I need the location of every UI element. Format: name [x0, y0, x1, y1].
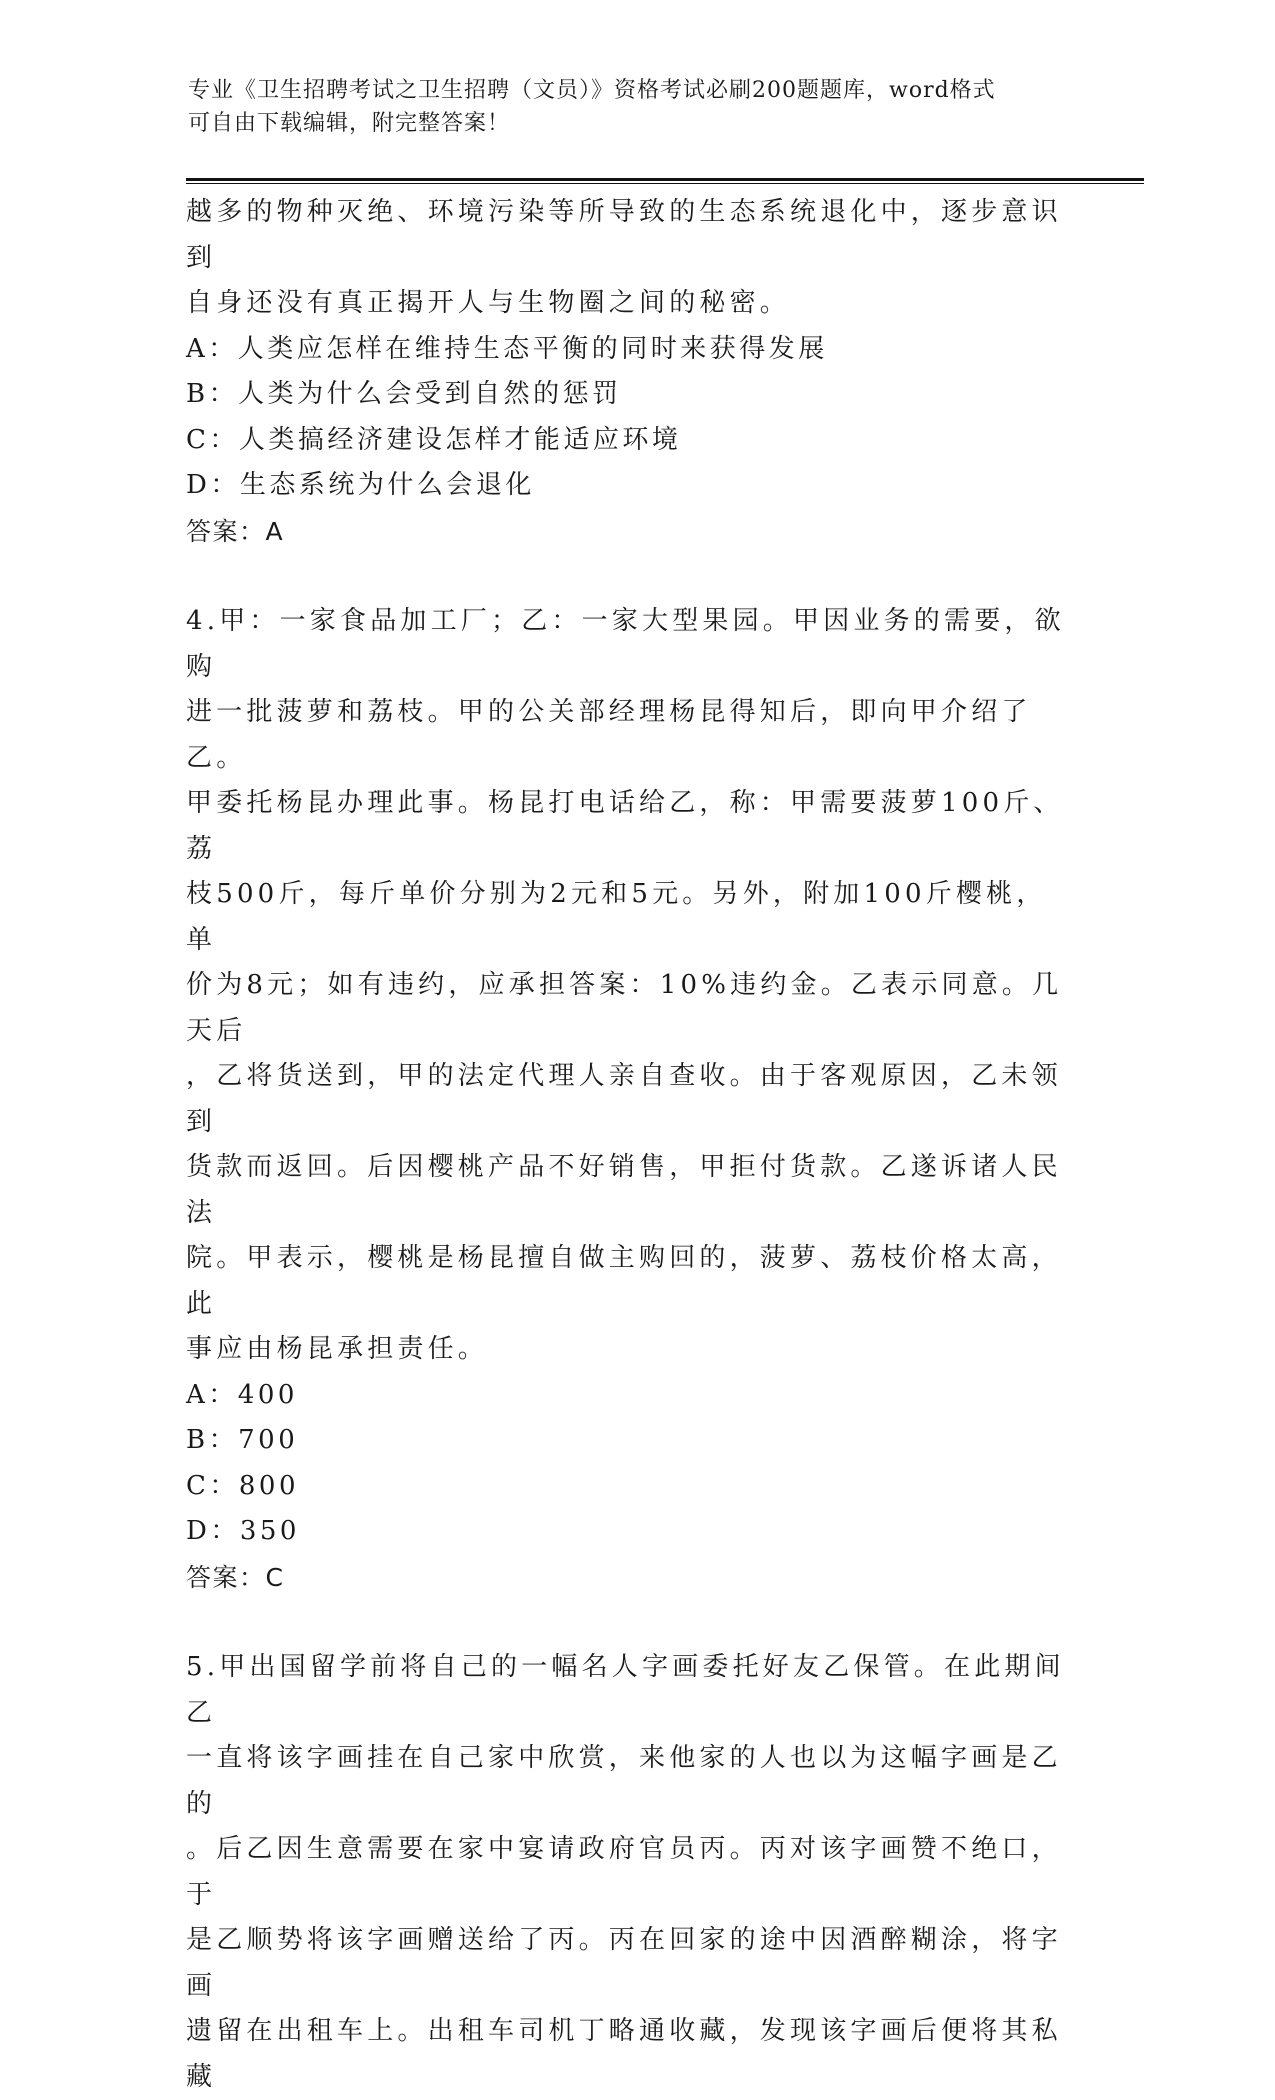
spacer: [186, 1600, 1066, 1645]
question-5-stem-line-3: 。后乙因生意需要在家中宴请政府官员丙。丙对该字画赞不绝口，于: [186, 1834, 1062, 1910]
question-4-answer: 答案：C: [186, 1562, 285, 1592]
question-4-stem-line-3: 甲委托杨昆办理此事。杨昆打电话给乙，称：甲需要菠萝100斤、荔: [186, 788, 1064, 864]
question-4-option-a: A：400: [186, 1379, 298, 1410]
question-5-stem-line-4: 是乙顺势将该字画赠送给了丙。丙在回家的途中因酒醉糊涂，将字画: [186, 1925, 1062, 2001]
question-4-stem-line-4: 枝500斤，每斤单价分别为2元和5元。另外，附加100斤樱桃，单: [186, 879, 1047, 955]
question-3-option-a: A：人类应怎样在维持生态平衡的同时来获得发展: [186, 333, 828, 364]
question-4-stem-line-1: 4.甲：一家食品加工厂；乙：一家大型果园。甲因业务的需要，欲购: [186, 606, 1065, 682]
question-4-option-b: B：700: [186, 1425, 299, 1455]
question-5: [186, 1645, 1066, 2100]
question-3-stem-line-1: 越多的物种灭绝、环境污染等所导致的生态系统退化中，逐步意识到: [186, 197, 1062, 273]
question-4-stem-line-6: ，乙将货送到，甲的法定代理人亲自查收。由于客观原因，乙未领到: [186, 1061, 1062, 1137]
header-rule-thick: [186, 178, 1144, 181]
question-5-stem-line-2: 一直将该字画挂在自己家中欣赏，来他家的人也以为这幅字画是乙的: [186, 1743, 1062, 1819]
question-3-option-c: C：人类搞经济建设怎样才能适应环境: [186, 424, 682, 455]
document-body: [186, 190, 1066, 2100]
question-4-stem-line-8: 院。甲表示，樱桃是杨昆擅自做主购回的，菠萝、荔枝价格太高，此: [186, 1243, 1062, 1319]
spacer: [186, 554, 1066, 599]
header-line-1: 专业《卫生招聘考试之卫生招聘（文员）》资格考试必刷200题题库，word格式: [188, 78, 996, 103]
question-4-stem-line-9: 事应由杨昆承担责任。: [186, 1334, 489, 1364]
question-3-answer: 答案：A: [186, 516, 285, 546]
question-4-stem-line-5: 价为8元；如有违约，应承担答案：10%违约金。乙表示同意。几天后: [186, 970, 1063, 1046]
question-4-stem-line-7: 货款而返回。后因樱桃产品不好销售，甲拒付货款。乙遂诉诸人民法: [186, 1152, 1062, 1228]
question-3-stem-line-2: 自身还没有真正揭开人与生物圈之间的秘密。: [186, 288, 791, 318]
document-header: [188, 74, 1068, 140]
question-3: [186, 190, 1066, 554]
question-5-stem-line-5: 遗留在出租车上。出租车司机丁略通收藏，发现该字画后便将其私藏: [186, 2016, 1062, 2092]
question-4: [186, 599, 1066, 1600]
question-3-option-b: B：人类为什么会受到自然的惩罚: [186, 379, 622, 409]
header-line-2: 可自由下载编辑，附完整答案！: [188, 111, 511, 136]
question-5-stem-line-1: 5.甲出国留学前将自己的一幅名人字画委托好友乙保管。在此期间乙: [186, 1652, 1065, 1728]
question-4-stem-line-2: 进一批菠萝和荔枝。甲的公关部经理杨昆得知后，即向甲介绍了乙。: [186, 697, 1032, 773]
header-rule-thin: [186, 183, 1144, 184]
question-3-option-d: D：生态系统为什么会退化: [186, 470, 535, 500]
question-4-option-c: C：800: [186, 1470, 300, 1501]
question-4-option-d: D：350: [186, 1516, 300, 1546]
